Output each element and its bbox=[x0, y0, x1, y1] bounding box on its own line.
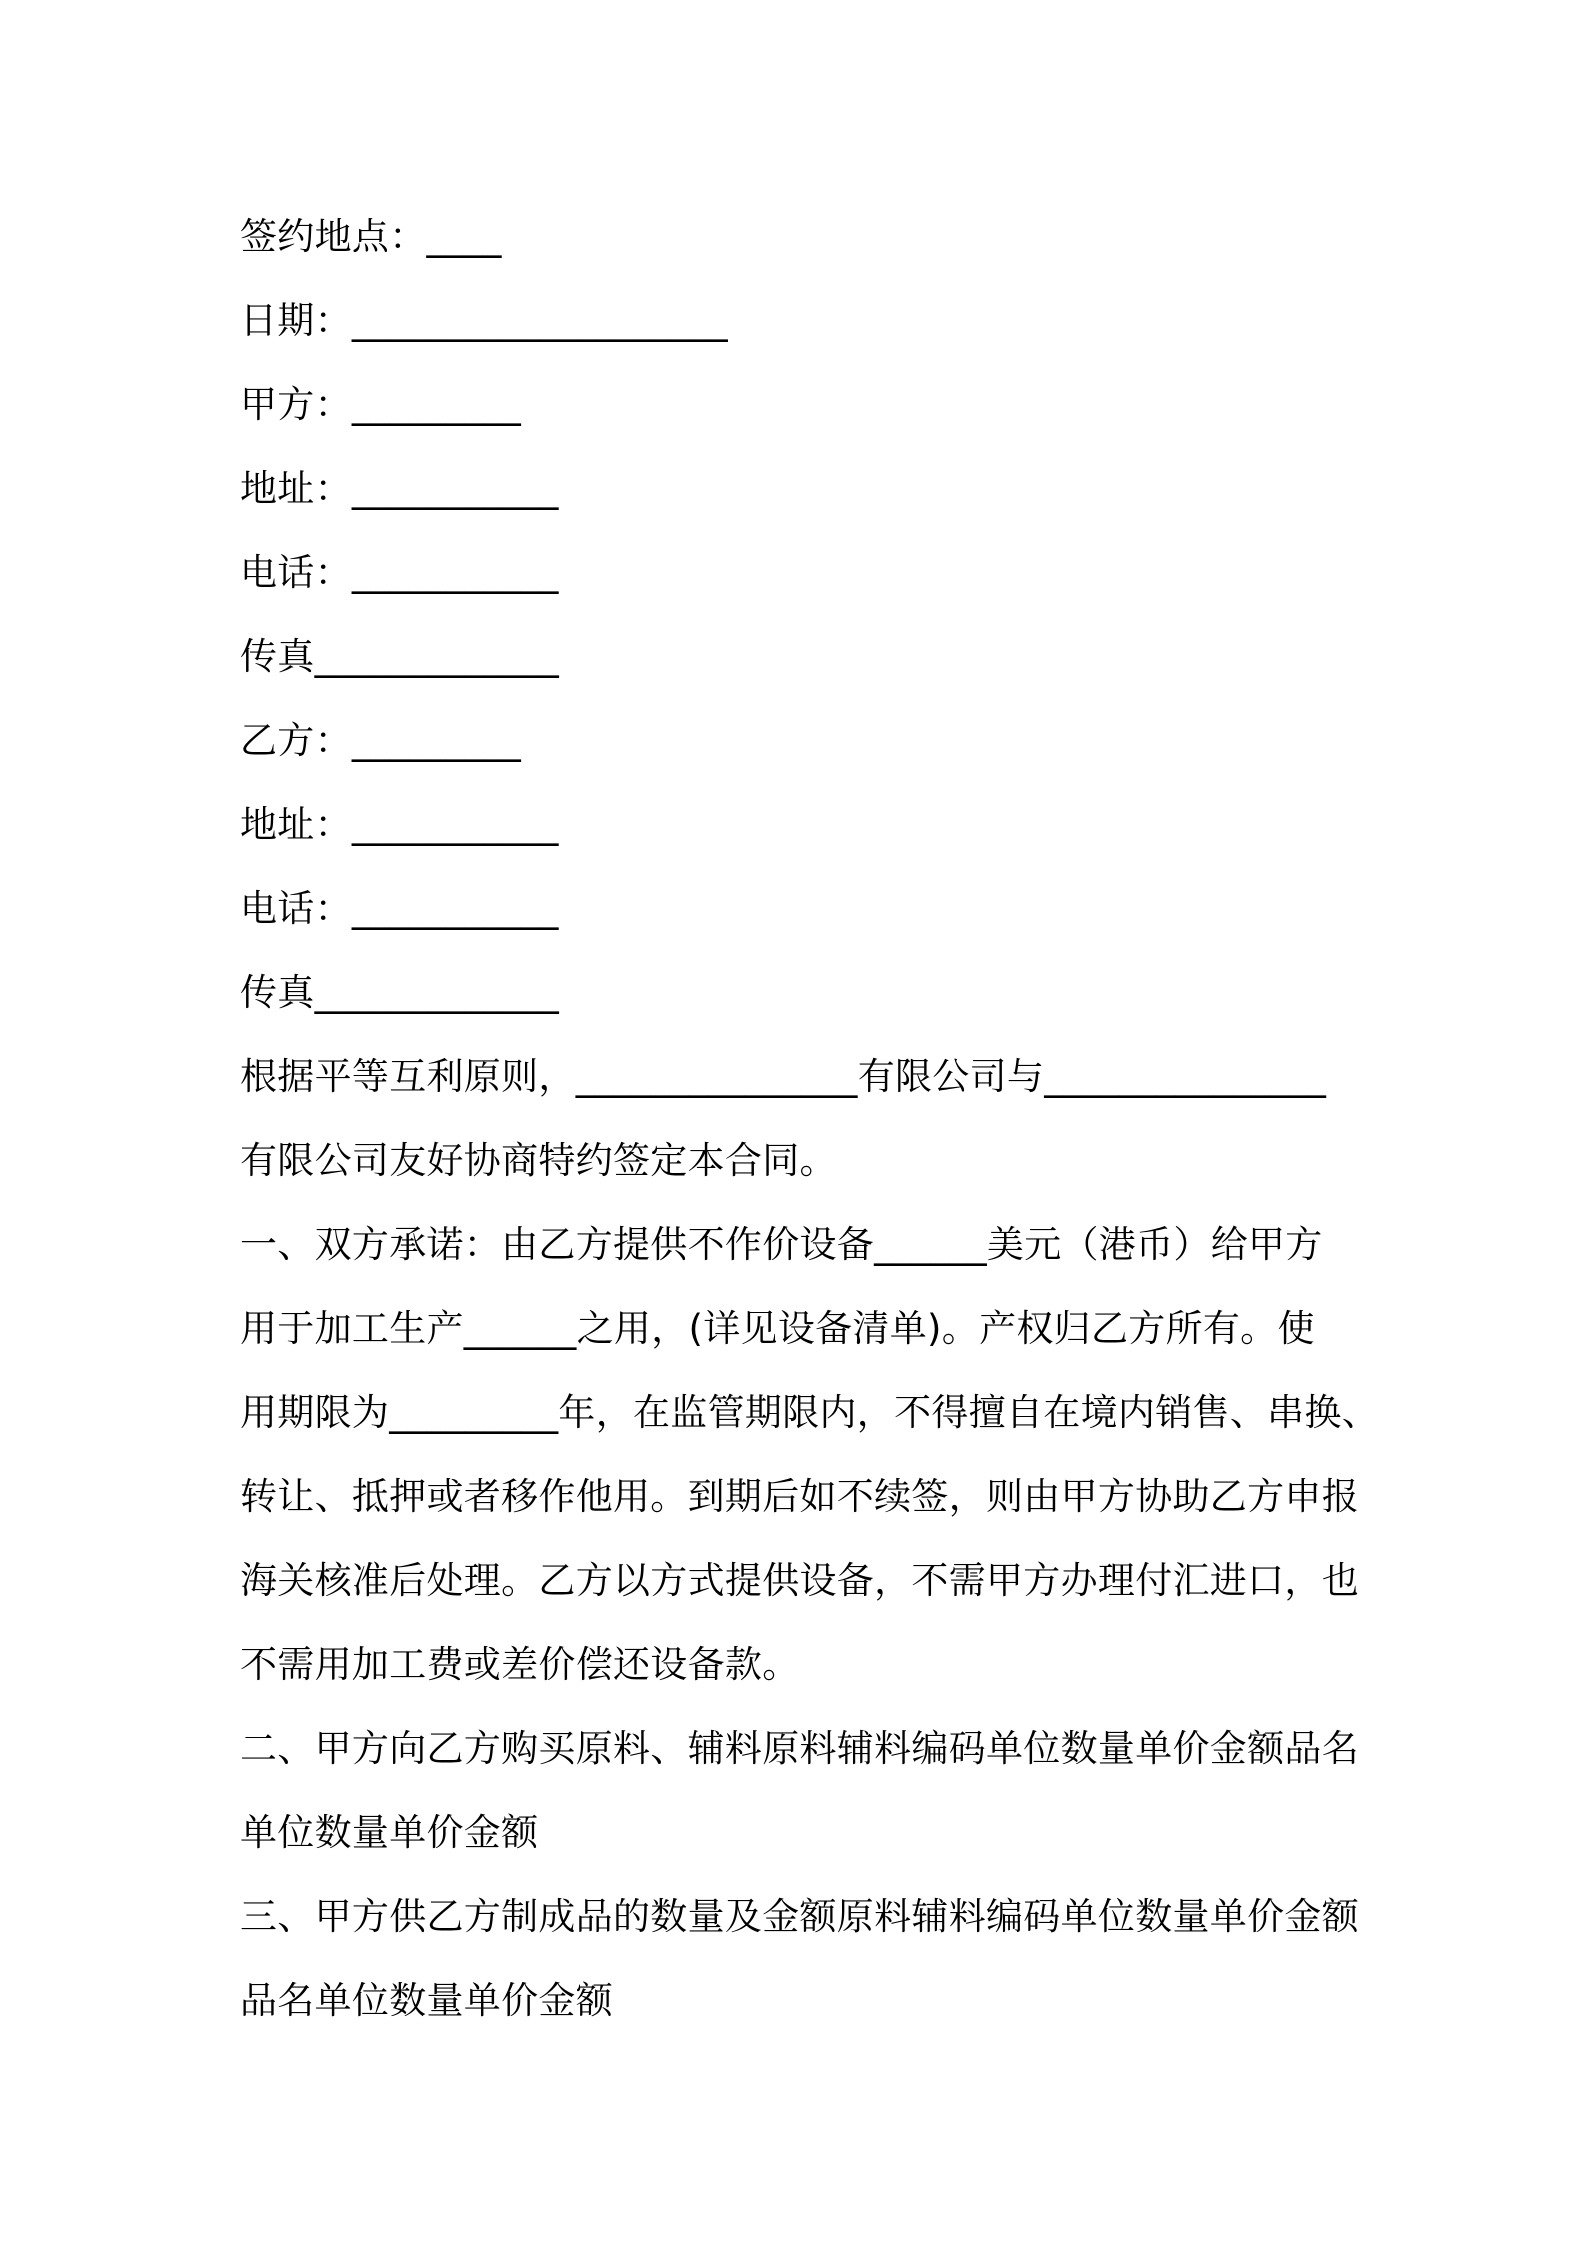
clause-1-line: 不需用加工费或差价偿还设备款。 bbox=[240, 1643, 800, 1686]
clause-2-paragraph bbox=[240, 1707, 1380, 1875]
intro-paragraph bbox=[240, 1035, 1380, 1203]
clause-1-line: 海关核准后处理。乙方以方式提供设备，不需甲方办理付汇进口，也 bbox=[240, 1559, 1359, 1602]
clause-3-line: 三、甲方供乙方制成品的数量及金额原料辅料编码单位数量单价金额 bbox=[240, 1895, 1359, 1938]
date-field: 日期：____________________ bbox=[240, 299, 728, 342]
clause-3-line: 品名单位数量单价金额 bbox=[240, 1979, 613, 2022]
party-b-phone-field: 电话：___________ bbox=[240, 887, 559, 930]
party-a-fax-field: 传真_____________ bbox=[240, 635, 559, 678]
party-a-field: 甲方：_________ bbox=[240, 383, 522, 426]
party-b-fax-field: 传真_____________ bbox=[240, 971, 559, 1014]
signing-place-field: 签约地点：____ bbox=[240, 215, 502, 258]
clause-2-line: 二、甲方向乙方购买原料、辅料原料辅料编码单位数量单价金额品名 bbox=[240, 1727, 1359, 1770]
intro-line: 根据平等互利原则，_______________有限公司与_______________ bbox=[240, 1055, 1327, 1098]
clause-1-line: 转让、抵押或者移作他用。到期后如不续签，则由甲方协助乙方申报 bbox=[240, 1475, 1359, 1518]
clause-1-paragraph bbox=[240, 1203, 1380, 1707]
clause-1-line: 用期限为_________年，在监管期限内，不得擅自在境内销售、串换、 bbox=[240, 1391, 1379, 1434]
document-body bbox=[240, 195, 1380, 2043]
clause-1-line: 一、双方承诺：由乙方提供不作价设备______美元（港币）给甲方 bbox=[240, 1223, 1323, 1266]
intro-line: 有限公司友好协商特约签定本合同。 bbox=[240, 1139, 837, 1182]
party-b-address-field: 地址：___________ bbox=[240, 803, 559, 846]
party-a-phone-field: 电话：___________ bbox=[240, 551, 559, 594]
clause-1-line: 用于加工生产______之用，(详见设备清单)。产权归乙方所有。使 bbox=[240, 1307, 1315, 1350]
party-a-address-field: 地址：___________ bbox=[240, 467, 559, 510]
clause-3-paragraph bbox=[240, 1875, 1380, 2043]
clause-2-line: 单位数量单价金额 bbox=[240, 1811, 539, 1854]
party-b-field: 乙方：_________ bbox=[240, 719, 522, 762]
